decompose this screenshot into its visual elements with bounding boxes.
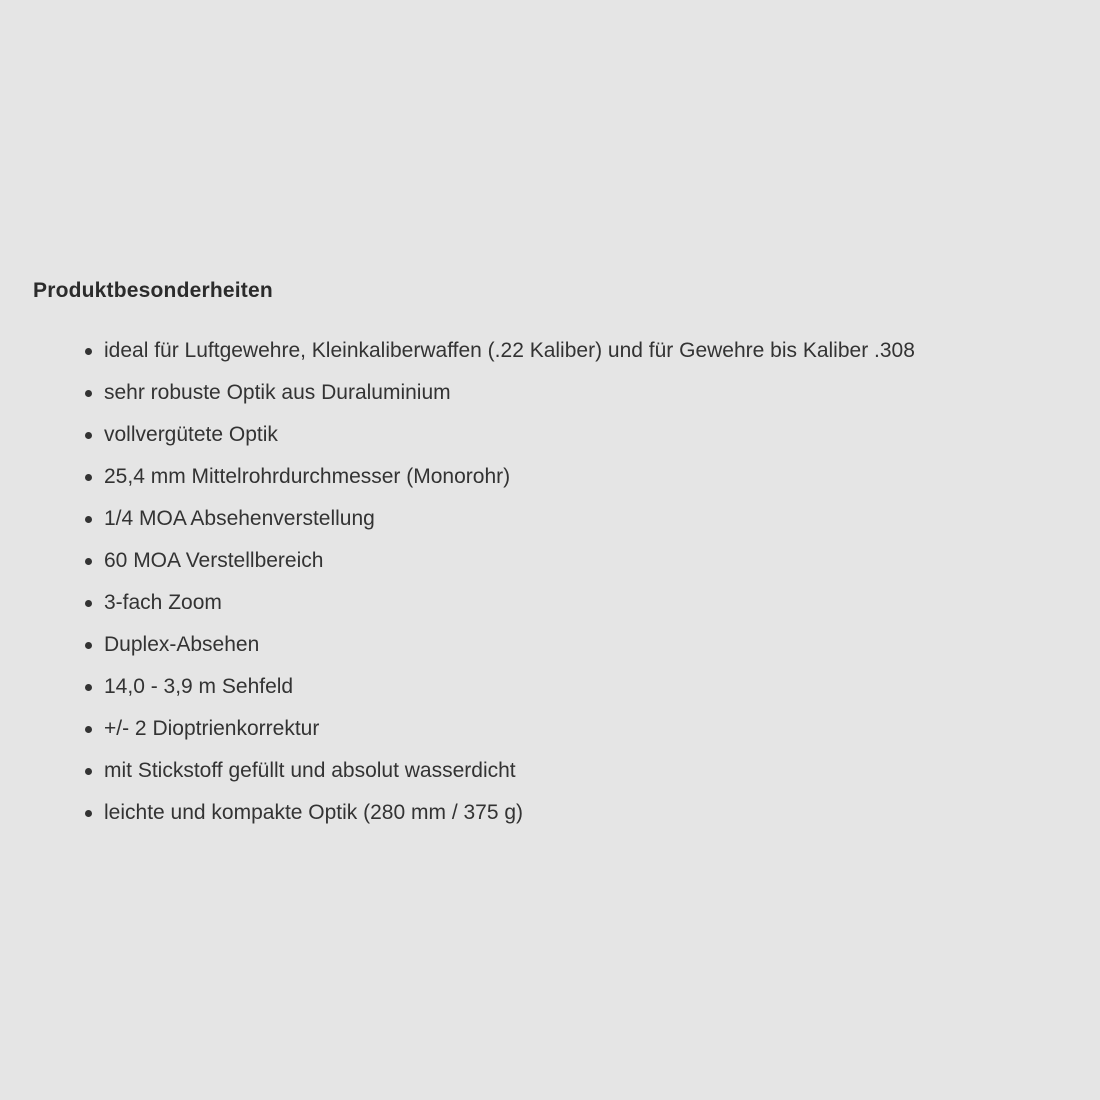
feature-list-item	[33, 792, 1067, 834]
feature-list-item	[33, 750, 1067, 792]
feature-text: +/- 2 Dioptrienkorrektur	[104, 717, 320, 740]
feature-text: 1/4 MOA Absehenverstellung	[104, 507, 375, 530]
feature-text: 3-fach Zoom	[104, 591, 222, 614]
feature-text: 60 MOA Verstellbereich	[104, 549, 324, 572]
bullet-icon	[85, 684, 92, 691]
feature-text: leichte und kompakte Optik (280 mm / 375 g)	[104, 801, 524, 824]
feature-text: 14,0 - 3,9 m Sehfeld	[104, 675, 294, 698]
bullet-icon	[85, 474, 92, 481]
feature-list-item	[33, 540, 1067, 582]
feature-text: mit Stickstoff gefüllt und absolut wasserdicht	[104, 759, 516, 782]
feature-text: ideal für Luftgewehre, Kleinkaliberwaffen (.22 Kaliber) und für Gewehre bis Kaliber .308	[104, 339, 915, 362]
feature-list-item	[33, 372, 1067, 414]
bullet-icon	[85, 600, 92, 607]
product-features-list	[33, 330, 1067, 834]
feature-text: 25,4 mm Mittelrohrdurchmesser (Monorohr)	[104, 465, 511, 488]
bullet-icon	[85, 726, 92, 733]
bullet-icon	[85, 768, 92, 775]
feature-list-item	[33, 624, 1067, 666]
feature-list-item	[33, 456, 1067, 498]
bullet-icon	[85, 516, 92, 523]
feature-list-item	[33, 708, 1067, 750]
feature-text: sehr robuste Optik aus Duraluminium	[104, 381, 451, 404]
feature-list-item	[33, 582, 1067, 624]
feature-text: vollvergütete Optik	[104, 423, 278, 446]
bullet-icon	[85, 348, 92, 355]
feature-list-item	[33, 666, 1067, 708]
feature-text: Duplex-Absehen	[104, 633, 260, 656]
bullet-icon	[85, 390, 92, 397]
bullet-icon	[85, 558, 92, 565]
feature-list-item	[33, 498, 1067, 540]
product-features-section	[33, 278, 1067, 834]
feature-list-item	[33, 330, 1067, 372]
bullet-icon	[85, 642, 92, 649]
bullet-icon	[85, 432, 92, 439]
feature-list-item	[33, 414, 1067, 456]
bullet-icon	[85, 810, 92, 817]
product-features-heading: Produktbesonderheiten	[33, 279, 273, 302]
